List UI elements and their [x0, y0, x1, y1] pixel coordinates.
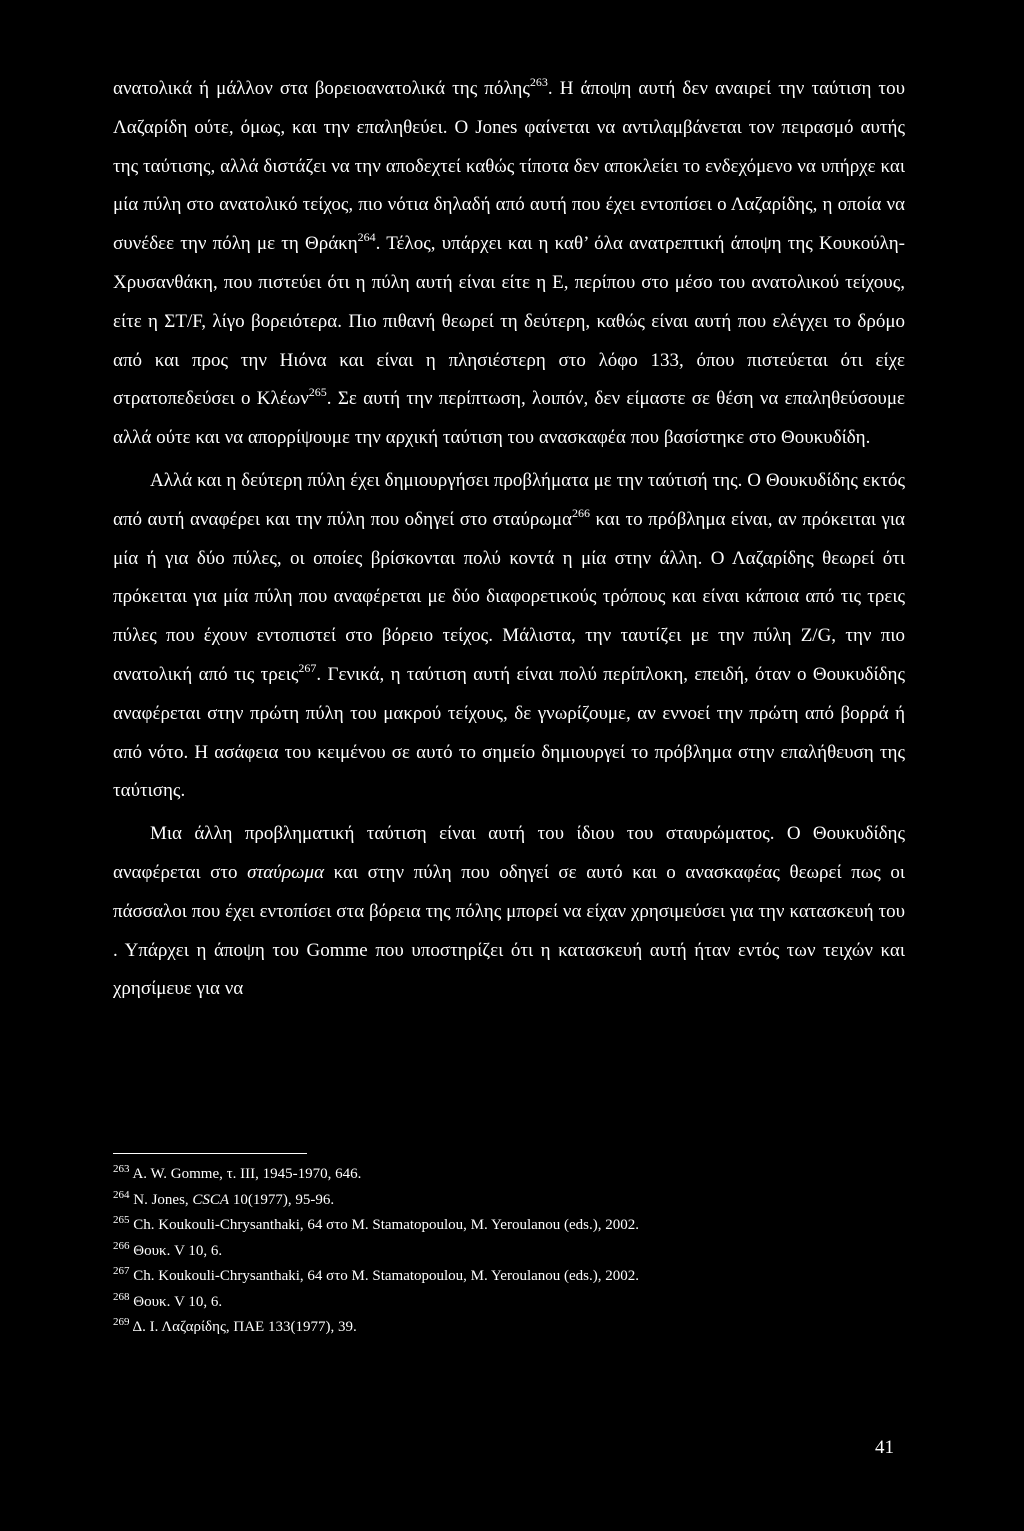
footnote [113, 1162, 893, 1188]
text-run: . Γενικά, η ταύτιση αυτή είναι πολύ περίπλοκη, επειδή, όταν ο Θουκυδίδης αναφέρεται στην πρώτη πύλη του μακρού τείχους, δε γνωρίζουμε, αν εννοεί την πρώτη από βορρά ή από νότο. Η ασάφεια του κειμένου σε αυτό το σημείο δημιουργεί το πρόβλημα στην επαλήθευση της ταύτισης. [113, 663, 905, 802]
footnote-text: A. W. Gomme, τ. III, 1945-1970, 646. [132, 1166, 362, 1182]
footnote-text: Θουκ. V 10, 6. [133, 1242, 223, 1259]
text-run: . Σε αυτή την περίπτωση, λοιπόν, δεν είμαστε σε θέση να επαληθεύσουμε αλλά ούτε και να απορρίψουμε την αρχική ταύτιση του ανασκαφέα που βασίστηκε στο Θουκυδίδη. [113, 388, 905, 449]
footnote [113, 1264, 893, 1290]
footnotes [113, 1162, 893, 1341]
page-number: 41 [875, 1437, 894, 1458]
footnote-ref: 263 [529, 75, 548, 89]
text-run: . Η άποψη αυτή δεν αναιρεί την ταύτιση του Λαζαρίδη ούτε, όμως, και την επαληθεύει. Ο Jones φαίνεται να αντιλαμβάνεται τον πειρασμό αυτής της ταύτισης, αλλά διστάζει να την αποδεχτεί καθώς τίποτα δεν αποκλείει το ενδεχόμενο να υπήρχε και μία πύλη στο ανατολικό τείχος, πιο νότια δηλαδή από αυτή που έχει εντοπίσει ο Λαζαρίδης, η οποία να συνέδεε την πόλη με τη Θράκη [113, 78, 905, 255]
text-run: και στην πύλη που οδηγεί σε αυτό και ο ανασκαφέας θεωρεί πως οι πάσσαλοι που έχει εντοπίσει στα βόρεια της πόλης μπορεί να είχαν χρησιμεύσει για την κατασκευή του . Υπάρχει η άποψη του Gomme που υποστηρίζει ότι η κατασκευή αυτή ήταν εντός των τειχών και χρησίμευε για να [113, 861, 906, 1000]
footnote-text: 10(1977), 95-96. [229, 1191, 335, 1208]
text-run: . Τέλος, υπάρχει και η καθ’ όλα ανατρεπτική άποψη της Κουκούλη-Χρυσανθάκη, που πιστεύει ότι η πύλη αυτή είναι είτε η Ε, περίπου στο μέσο του ανατολικού τείχους, είτε η ΣΤ/F, λίγο βορειότερα. Πιο πιθανή θεωρεί τη δεύτερη, καθώς είναι αυτή που ελέγχει το δρόμο από και προς την Ηιόνα και είναι η πλησιέστερη στο λόφο 133, όπου πιστεύεται ότι είχε στρατοπεδεύσει ο Κλέων [113, 233, 905, 410]
footnote-text: Ch. Koukouli-Chrysanthaki, 64 στο M. Stamatopoulou, M. Yeroulanou (eds.), 2002. [133, 1268, 640, 1284]
footnote-text: Ch. Koukouli-Chrysanthaki, 64 στο M. Stamatopoulou, M. Yeroulanou (eds.), 2002. [133, 1217, 640, 1233]
footnote-number: 268 [113, 1290, 130, 1303]
text-run: ανατολικά ή μάλλον στα βορειοανατολικά της πόλης [113, 78, 530, 99]
footnote-text: Δ. Ι. Λαζαρίδης, ΠΑΕ 133(1977), 39. [132, 1319, 357, 1335]
footnote-text: N. Jones, [133, 1191, 193, 1208]
footnote-number: 265 [113, 1214, 130, 1226]
footnote-number: 269 [113, 1316, 130, 1328]
footnote-italic: CSCA [192, 1191, 230, 1208]
paragraph [113, 462, 905, 811]
footnote [113, 1239, 893, 1265]
footnote-number: 266 [113, 1239, 130, 1252]
text-run: και το πρόβλημα είναι, αν πρόκειται για μία ή για δύο πύλες, οι οποίες βρίσκονται πολύ κοντά η μία στην άλλη. Ο Λαζαρίδης θεωρεί ότι πρόκειται για μία πύλη που αναφέρεται με δύο διαφορετικούς τρόπους και είναι κάποια από τις τρεις πύλες που έχουν εντοπιστεί στο βόρειο τείχος. Μάλιστα, την ταυτίζει με την πύλη Ζ/G, την πιο ανατολική από τις τρεις [113, 508, 905, 685]
footnote-separator [113, 1153, 307, 1154]
footnote-number: 267 [113, 1265, 130, 1277]
text-run: Αλλά και η δεύτερη πύλη έχει δημιουργήσει προβλήματα με την ταύτισή της. Ο Θουκυδίδης εκτός από αυτή αναφέρει και την πύλη που οδηγεί στο σταύρωμα [113, 469, 905, 530]
paragraph [113, 70, 905, 458]
footnote [113, 1290, 893, 1316]
footnote-text: Θουκ. V 10, 6. [133, 1293, 223, 1310]
italic-text: σταύρωμα [247, 861, 325, 883]
footnote-number: 263 [113, 1163, 130, 1175]
footnote [113, 1188, 893, 1214]
footnote [113, 1315, 893, 1341]
footnote-ref: 267 [298, 660, 317, 675]
footnote-ref: 264 [357, 230, 376, 245]
paragraph [113, 815, 905, 1009]
footnote-number: 264 [113, 1188, 130, 1201]
footnote-ref: 265 [308, 385, 327, 400]
footnote [113, 1213, 893, 1239]
text-run: Μια άλλη προβληματική ταύτιση είναι αυτή του ίδιου του σταυρώματος. Ο Θουκυδίδης αναφέρεται στο [113, 823, 905, 883]
footnote-ref: 266 [572, 505, 590, 520]
body-text [113, 70, 905, 1009]
